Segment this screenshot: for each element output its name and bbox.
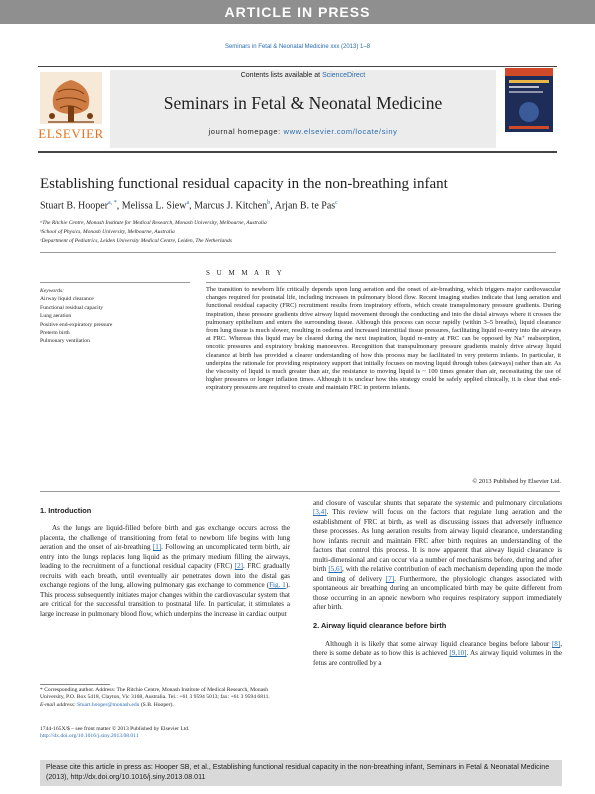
title-divider (40, 252, 556, 253)
corresponding-author-note: * Corresponding author. Address: The Ritchie Centre, Monash Institute of Medical Research, Monash University, P.O. Box 5418, Clayton, Vic 3168, Australia. Tel.: +61 3 9594 5013; fax: +61 3 9594 6811. (40, 687, 270, 701)
journal-homepage-line (110, 127, 496, 136)
author-list: Stuart B. Hooper$^{a, *}$, Melissa L. Siew$^a$, Marcus J. Kitchen$^b$, Arjan B. te Pas$^c$ (40, 200, 338, 212)
section-heading-introduction: 1. Introduction (40, 506, 92, 515)
keyword-item: Functional residual capacity (40, 304, 104, 311)
article-title: Establishing functional residual capacity in the non-breathing infant (40, 176, 448, 192)
citation-link[interactable]: [7] (385, 574, 395, 583)
citation-link[interactable]: [1] (152, 543, 162, 552)
citation-link[interactable]: [2] (234, 562, 244, 571)
cite-this-article-box: Please cite this article in press as: Hooper SB, et al., Establishing functional residual capacity in the non-breathing infant, Seminars in Fetal & Neonatal Medicine (2013), http://dx.doi.org/10.1016/j.siny.2013.08.011 (40, 760, 562, 786)
issn-doi-block (40, 726, 300, 741)
citation-link[interactable]: [3,4] (313, 508, 327, 517)
keyword-item: Lung aeration (40, 313, 72, 320)
intro-paragraph: As the lungs are liquid-filled before birth and gas exchange occurs across the placenta, the challenge of transitioning from fetal to newborn life begins with lung aeration and the onset of air-breathing [1]. Following an uncomplicated term birth, air entry into the lungs replaces lung liquid as the primary medium filling the airways, leading to the recruitment of a functional residual capacity (FRC) [2]. FRC gradually recruits with each breath, until eventually air penetrates down into the distal gas exchange regions of the lung, allowing pulmonary gas exchange to commence (Fig. 1). This process subsequently initiates major changes within the cardiovascular system that are critical for the successful transition to postnatal life. In particular, it stimulates a large increase in pulmonary blood flow, which underpins the increase in cardiac output (40, 524, 290, 618)
citation-link[interactable]: [8] (551, 639, 561, 648)
contents-available-line (110, 72, 496, 79)
contents-prefix: Contents lists available at (240, 72, 323, 79)
keyword-item: Preterm birth (40, 330, 70, 337)
affiliation-c: ᶜDepartment of Pediatrics, Leiden University Medical Centre, Leiden, The Netherlands (40, 238, 232, 244)
header-bottom-rule (38, 151, 557, 153)
homepage-link[interactable]: www.elsevier.com/locate/siny (283, 127, 398, 136)
author-affiliation-marker[interactable]: c (335, 200, 338, 206)
author-name[interactable]: Marcus J. Kitchen (194, 200, 268, 212)
keywords-heading: Keywords: (40, 288, 65, 294)
elsevier-wordmark: ELSEVIER (38, 126, 104, 141)
affiliation-b: ᵇSchool of Physics, Monash University, Melbourne, Australia (40, 229, 175, 235)
homepage-prefix: journal homepage: (208, 127, 284, 136)
keywords-box (40, 287, 190, 346)
citation-link[interactable]: [9,10] (449, 649, 467, 658)
section2-paragraph: Although it is likely that some airway liquid clearance begins before labour [8], there is some debate as to how this is achieved [9,10]. As airway liquid volumes in the fetus are controlled by a (313, 639, 562, 667)
keywords-rule (40, 282, 190, 283)
article-in-press-banner: ARTICLE IN PRESS (0, 0, 595, 24)
email-line: E-mail address: Stuart.hooper@monash.edu (S.B. Hooper). (40, 701, 174, 708)
figure-link[interactable]: Fig. 1 (269, 581, 286, 590)
intro-paragraph-continued: and closure of vascular shunts that separate the systemic and pulmonary circulations [3,4]. This review will focus on the factors that regulate lung aeration and the establishment of FRC at birth, as well as discussing issues that adversely influence these processes. As lung aeration results from airway liquid clearance, understanding how infants recruit and maintain FRC after birth requires an understanding of the factors that control this process. It is now apparent that airway liquid clearance is multi-dimensional and can occur via a number of mechanisms before, during and after birth [5,6], with the relative contribution of each mechanism depending upon the mode and timing of delivery [7]. Furthermore, the physiologic changes associated with spontaneous air breathing during an uncomplicated birth may be quite different from those occurring in an apneic newborn who requires respiratory support immediately after birth. (313, 499, 563, 611)
footnote-rule (40, 684, 110, 685)
journal-reference-link[interactable]: Seminars in Fetal & Neonatal Medicine xxx (2013) 1–8 (224, 44, 371, 50)
right-column (313, 499, 562, 668)
summary-heading: S U M M A R Y (206, 269, 285, 277)
sciencedirect-link[interactable]: ScienceDirect (322, 72, 366, 79)
summary-text: The transition to newborn life critically depends upon lung aeration and the onset of air-breathing, which triggers major cardiovascular changes required for postnatal life, including increases in pulmonary blood flow. Recent imaging studies indicate that lung aeration and functional residual capacity (FRC) recruitment results from inspiratory efforts, which create transpulmonary pressure gradients. During inspiration, these pressure gradients drive airway liquid movement through the conducting and into the distal airways where it crosses the pulmonary epithelium and enters the surrounding tissue. Although this process can occur rapidly (within 3–5 breaths), liquid clearance from lung tissue is much slower, resulting in oedema and increased interstitial tissue pressures, facilitating liquid re-entry into the airways at FRC. Whereas this liquid may be cleared during the next inspiration, liquid re-entry at FRC can be opposed by Na⁺ reabsorption, oncotic pressures and expiratory braking manoeuvres. Recognition that transpulmonary pressure gradients mainly drive airway liquid clearance at birth has provided a clearer understanding of how this process may be facilitated in very preterm infants. In particular, it underpins the rationale for providing respiratory support that initially focuses on moving liquid through tubes (airways) rather than air. As the viscosity of liquid is much greater than air, the resistance to moving liquid is ~ 100 times greater than air, necessitating the use of higher pressures or longer inflation times. Although it is unclear how this strategy could be safely applied clinically, it is clear that end-expiratory pressures are required to create and maintain FRC in preterm infants. (206, 286, 561, 392)
author-affiliation-marker[interactable]: a, * (108, 200, 117, 206)
author-affiliation-marker[interactable]: a (186, 200, 190, 206)
doi-link[interactable]: http://dx.doi.org/10.1016/j.siny.2013.08.011 (40, 733, 139, 740)
keyword-item: Positive end-expiratory pressure (40, 321, 113, 328)
keyword-item: Airway liquid clearance (40, 296, 94, 303)
affiliation-a: ᵃThe Ritchie Centre, Monash Institute for Medical Research, Monash University, Melbourne, Australia (40, 220, 267, 226)
author-affiliation-marker[interactable]: b (267, 200, 271, 206)
section-heading-airway-liquid: 2. Airway liquid clearance before birth (313, 621, 447, 631)
summary-bottom-rule (40, 491, 560, 492)
citation-link[interactable]: [5,6] (328, 565, 342, 574)
left-column (40, 506, 290, 619)
copyright-notice: © 2013 Published by Elsevier Ltd. (472, 478, 561, 485)
email-link[interactable]: Stuart.hooper@monash.edu (77, 701, 140, 708)
issn-line: 1744-165X/$ – see front matter © 2013 Published by Elsevier Ltd. (40, 726, 190, 732)
author-name[interactable]: Stuart B. Hooper (40, 200, 109, 212)
author-name[interactable]: Melissa L. Siew (121, 200, 187, 212)
keyword-item: Pulmonary ventilation (40, 338, 90, 345)
journal-title: Seminars in Fetal & Neonatal Medicine (163, 93, 443, 113)
header-top-rule (38, 66, 557, 67)
journal-cover-thumbnail[interactable] (505, 68, 553, 132)
footnotes (40, 687, 290, 709)
summary-rule (206, 282, 560, 283)
author-name[interactable]: Arjan B. te Pas (274, 200, 336, 212)
